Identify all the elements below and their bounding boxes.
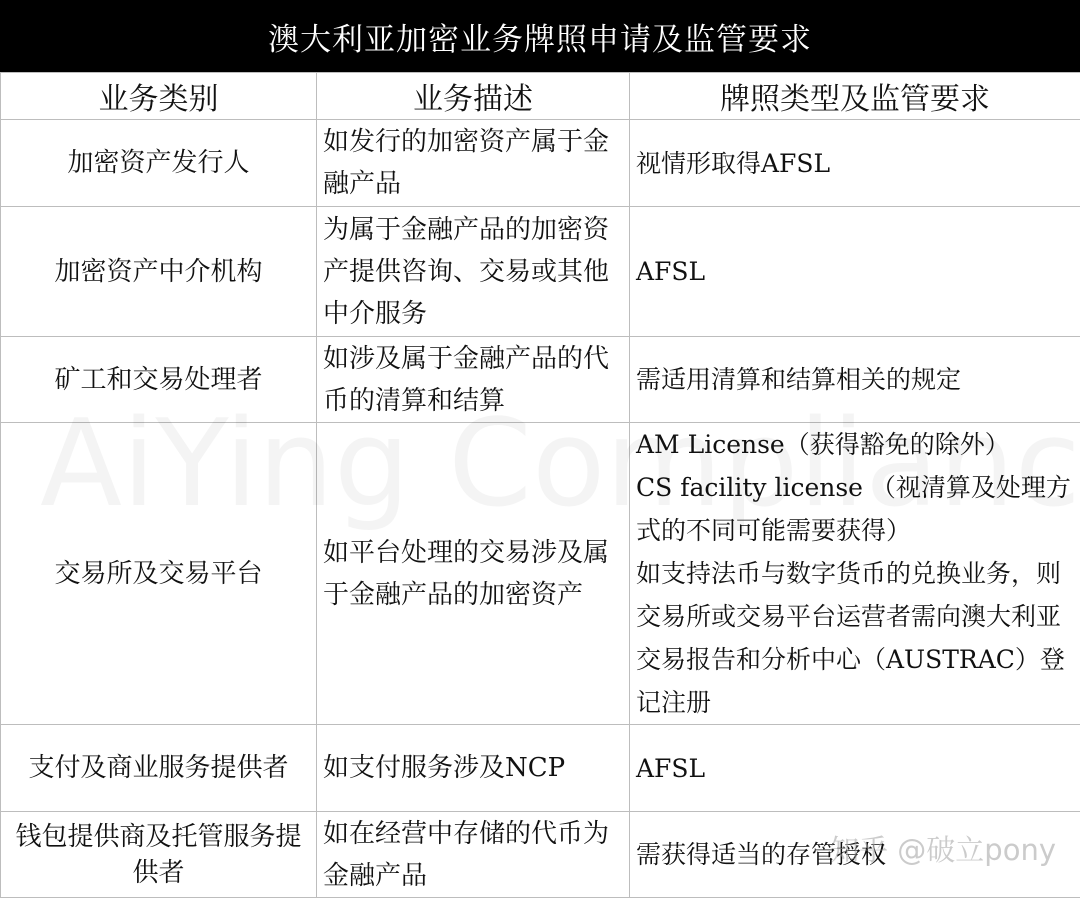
table-row [1,207,1080,337]
cell-description: 如涉及属于金融产品的代币的清算和结算 [317,337,630,423]
header-license: 牌照类型及监管要求 [630,73,1080,120]
cell-category: 加密资产中介机构 [1,207,317,337]
license-table [0,72,1080,898]
table-row [1,120,1080,207]
cell-category: 钱包提供商及托管服务提供者 [1,812,317,898]
cell-license [630,725,1080,812]
cell-license [630,812,1080,898]
header-category: 业务类别 [1,73,317,120]
cell-license [630,120,1080,207]
table-row [1,812,1080,898]
cell-license [630,423,1080,725]
license-line: 需适用清算和结算相关的规定 [636,358,1074,401]
license-line: 如支持法币与数字货币的兑换业务，则交易所或交易平台运营者需向澳大利亚交易报告和分析中心（AUSTRAC）登记注册 [636,552,1074,724]
table-title: 澳大利亚加密业务牌照申请及监管要求 [0,0,1080,72]
header-description: 业务描述 [317,73,630,120]
cell-category: 矿工和交易处理者 [1,337,317,423]
license-line: AFSL [636,747,1074,790]
cell-license [630,207,1080,337]
cell-description: 为属于金融产品的加密资产提供咨询、交易或其他中介服务 [317,207,630,337]
license-line: AM License（获得豁免的除外） [636,423,1074,466]
header-row [1,73,1080,120]
cell-category: 支付及商业服务提供者 [1,725,317,812]
cell-description: 如在经营中存储的代币为金融产品 [317,812,630,898]
cell-description: 如发行的加密资产属于金融产品 [317,120,630,207]
cell-category: 加密资产发行人 [1,120,317,207]
table-row [1,337,1080,423]
cell-license [630,337,1080,423]
cell-description: 如平台处理的交易涉及属于金融产品的加密资产 [317,423,630,725]
license-line: 视情形取得AFSL [636,142,1074,185]
table-row [1,423,1080,725]
license-line: 需获得适当的存管授权 [636,833,1074,876]
license-line: AFSL [636,250,1074,293]
table-row [1,725,1080,812]
license-line: CS facility license （视清算及处理方式的不同可能需要获得） [636,466,1074,552]
cell-category: 交易所及交易平台 [1,423,317,725]
credit-watermark: 知乎 @破立pony [830,828,1056,869]
cell-description: 如支付服务涉及NCP [317,725,630,812]
